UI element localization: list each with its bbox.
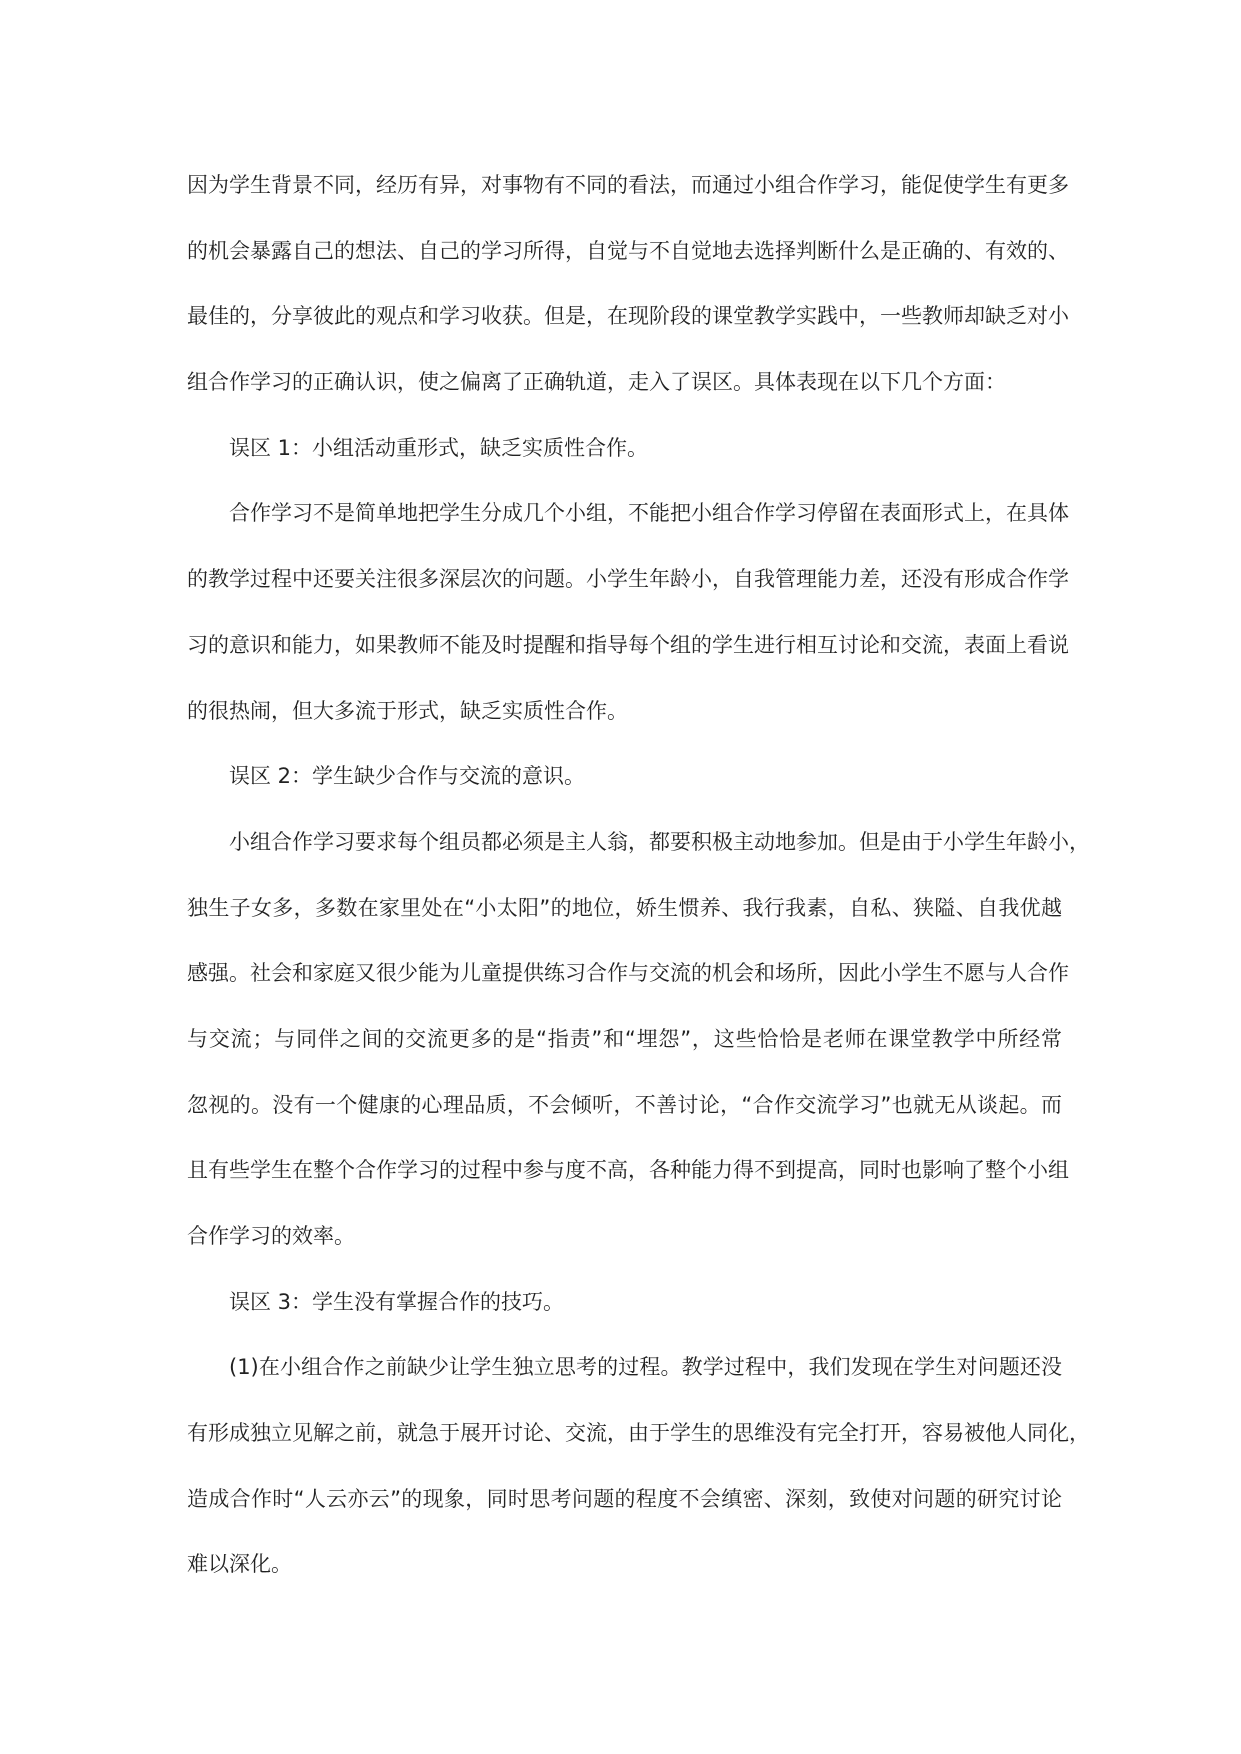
text-line: 习的意识和能力，如果教师不能及时提醒和指导每个组的学生进行相互讨论和交流，表面上看说 (187, 632, 1069, 657)
text-line: 的机会暴露自己的想法、自己的学习所得，自觉与不自觉地去选择判断什么是正确的、有效的、 (187, 238, 1069, 263)
text-line: 组合作学习的正确认识，使之偏离了正确轨道，走入了误区。具体表现在以下几个方面： (187, 370, 1006, 395)
text-line: 的教学过程中还要关注很多深层次的问题。小学生年龄小，自我管理能力差，还没有形成合作学 (187, 567, 1069, 592)
text-line: 因为学生背景不同，经历有异，对事物有不同的看法，而通过小组合作学习，能促使学生有更多 (187, 173, 1069, 197)
text-line: (1)在小组合作之前缺少让学生独立思考的过程。教学过程中，我们发现在学生对问题还没 (229, 1355, 1062, 1380)
text-line: 造成合作时“人云亦云”的现象，同时思考问题的程度不会缜密、深刻，致使对问题的研究讨论 (187, 1486, 1062, 1511)
text-line: 误区 2：学生缺少合作与交流的意识。 (229, 764, 586, 789)
paragraph (187, 153, 1069, 416)
text-line: 误区 3：学生没有掌握合作的技巧。 (229, 1289, 565, 1314)
text-line: 难以深化。 (187, 1552, 292, 1577)
paragraph (187, 810, 1090, 1270)
paragraph (187, 481, 1069, 744)
paragraph (187, 1335, 1090, 1598)
paragraph (187, 1270, 1062, 1336)
text-line: 感强。社会和家庭又很少能为儿童提供练习合作与交流的机会和场所，因此小学生不愿与人合作 (187, 961, 1069, 986)
document-body (187, 153, 1090, 1598)
text-line: 小组合作学习要求每个组员都必须是主人翁，都要积极主动地参加。但是由于小学生年龄小， (229, 829, 1090, 854)
text-line: 独生子女多，多数在家里处在“小太阳”的地位，娇生惯养、我行我素，自私、狭隘、自我优越 (187, 895, 1062, 920)
text-line: 误区 1：小组活动重形式，缺乏实质性合作。 (229, 435, 649, 460)
text-line: 忽视的。没有一个健康的心理品质，不会倾听，不善讨论，“合作交流学习”也就无从谈起。而 (187, 1092, 1062, 1117)
text-line: 的很热闹，但大多流于形式，缺乏实质性合作。 (187, 698, 628, 723)
paragraph (187, 744, 1062, 810)
text-line: 合作学习的效率。 (187, 1224, 355, 1248)
paragraph (187, 416, 1062, 482)
text-line: 有形成独立见解之前，就急于展开讨论、交流，由于学生的思维没有完全打开，容易被他人同化， (187, 1421, 1090, 1446)
text-line: 最佳的，分享彼此的观点和学习收获。但是，在现阶段的课堂教学实践中，一些教师却缺乏对小 (187, 304, 1069, 329)
text-line: 合作学习不是简单地把学生分成几个小组，不能把小组合作学习停留在表面形式上，在具体 (229, 501, 1069, 526)
text-line: 且有些学生在整个合作学习的过程中参与度不高，各种能力得不到提高，同时也影响了整个小组 (187, 1158, 1069, 1183)
text-line: 与交流；与同伴之间的交流更多的是“指责”和“埋怨”，这些恰恰是老师在课堂教学中所经常 (187, 1026, 1062, 1051)
